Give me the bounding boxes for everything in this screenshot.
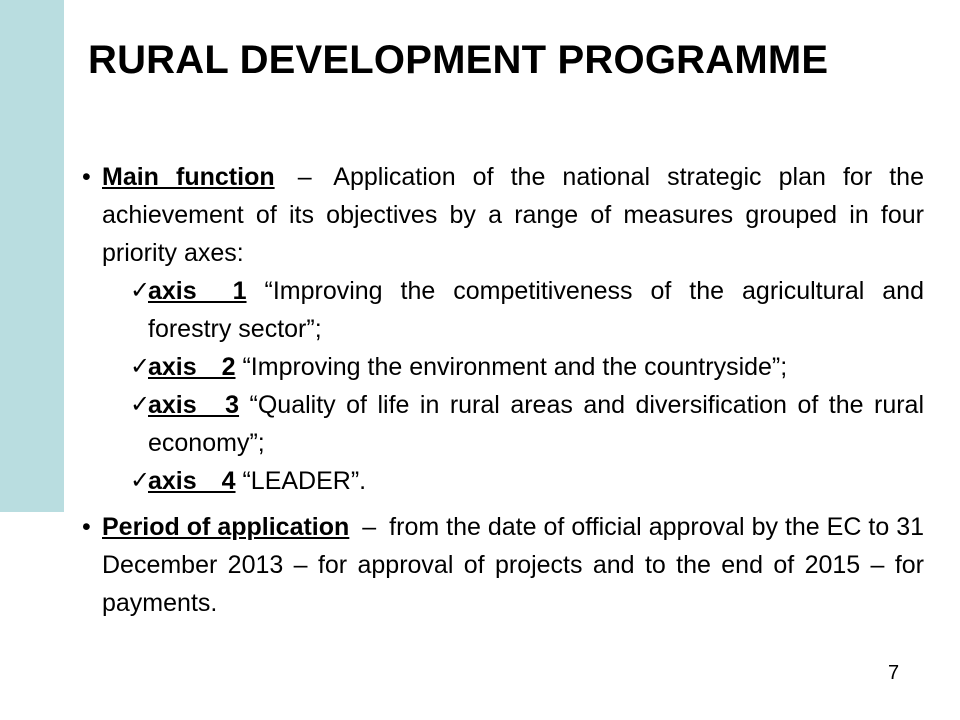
axis-label: axis 1 (148, 277, 247, 305)
checkmark-icon: ✓ (130, 467, 151, 494)
axis-item (82, 348, 924, 386)
axis-text (130, 462, 924, 500)
slide-title: RURAL DEVELOPMENT PROGRAMME (88, 38, 829, 82)
main-function-dash: – (297, 163, 312, 191)
side-accent-bar (0, 0, 64, 512)
main-function-label: Main function (102, 163, 275, 191)
axis-label: axis 2 (148, 353, 236, 381)
bullet-dot-icon: • (82, 163, 91, 191)
axis-text (130, 386, 924, 462)
axis-label: axis 3 (148, 391, 240, 419)
slide-content (82, 158, 924, 622)
axis-item (82, 386, 924, 462)
checkmark-icon: ✓ (130, 391, 151, 418)
axis-item (82, 462, 924, 500)
axis-text (130, 348, 924, 386)
period-label: Period of application (102, 513, 350, 541)
checkmark-icon: ✓ (130, 277, 151, 304)
period-dash: – (362, 513, 377, 541)
axis-description: “LEADER”. (242, 467, 367, 495)
main-function-text: Application of the national strategic plan for the achievement of its objectives by a range of measures grouped in four priority axes: (102, 163, 924, 267)
axis-description: “Improving the competitiveness of the agricultural and forestry sector”; (148, 277, 924, 343)
axis-item (82, 272, 924, 348)
page-number: 7 (888, 662, 900, 684)
checkmark-icon: ✓ (130, 353, 151, 380)
axis-text (130, 272, 924, 348)
period-bullet (82, 508, 924, 622)
period-text: from the date of official approval by the EC to 31 December 2013 – for approval of projects and to the end of 2015 – for payments. (102, 513, 924, 617)
axis-description: “Improving the environment and the countryside”; (242, 353, 788, 381)
axis-description: “Quality of life in rural areas and diversification of the rural economy”; (148, 391, 925, 457)
bullet-dot-icon: • (82, 513, 91, 541)
main-function-bullet (82, 158, 924, 272)
axis-label: axis 4 (148, 467, 236, 495)
